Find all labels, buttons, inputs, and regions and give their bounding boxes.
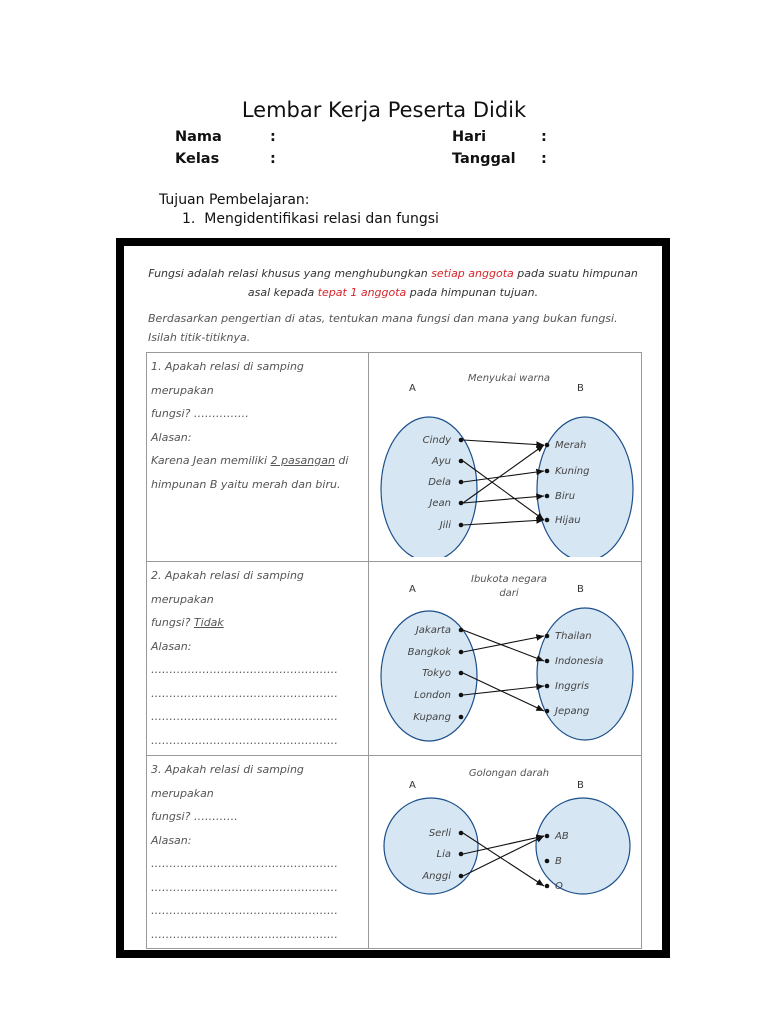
set-b-dot [545,518,550,523]
hari-colon: : [541,129,547,145]
set-b-dot [545,443,550,448]
mapping-arrow [463,636,544,652]
reason-label [151,829,364,853]
diagram-cell [369,562,642,756]
set-a-item: Jakarta [415,625,451,636]
worksheet [124,246,662,950]
fungsi-label: fungsi? [151,616,194,629]
kelas-colon: : [270,151,276,167]
reason-text: Karena Jean memiliki [151,454,271,467]
set-b-item: O [555,881,563,892]
set-a-item: Lia [436,849,451,860]
question-text [151,564,364,611]
set-a-dot [459,459,464,464]
set-a-dot [459,693,464,698]
tanggal-label: Tanggal [452,151,516,167]
set-b-item: AB [555,831,569,842]
set-a-dot [459,650,464,655]
set-b-ellipse [537,608,633,740]
reason-text: …………………………………………… [151,710,338,723]
hari-label: Hari [452,129,487,145]
reason-label-text: Alasan: [151,639,192,653]
set-b-ellipse [537,417,633,557]
question-text [151,355,364,402]
definition-part: pada suatu himpunan [513,267,638,280]
answer-value: ………… [193,810,238,823]
reason-underlined: 2 pasangan [270,454,335,467]
set-a-dot [459,874,464,879]
reason-line [151,923,364,947]
reason-line [151,473,364,497]
set-a-item: Serli [428,828,451,839]
set-b-dot [545,859,550,864]
mapping-arrow [463,440,544,445]
answer-value: Tidak [193,616,224,629]
set-b-item: Indonesia [555,656,604,667]
definition-text [124,264,662,302]
reason-line [151,852,364,876]
question-text-span: 3. Apakah relasi di samping merupakan [151,763,304,800]
set-b-ellipse [536,798,630,894]
relation-label: Ibukota negara [471,574,547,585]
set-a-item: Dela [428,477,451,488]
reason-text: …………………………………………… [151,904,338,917]
reason-text: di [334,454,349,467]
set-a-item: Cindy [422,435,451,446]
set-a-item: Anggi [422,871,451,882]
tanggal-colon: : [541,151,547,167]
set-a-dot [459,671,464,676]
reason-label-text: Alasan: [151,833,192,847]
set-a-item: Jili [439,520,451,531]
question-cell [147,353,369,562]
reason-text: …………………………………………… [151,857,338,870]
set-a-item: Ayu [431,456,451,467]
reason-text: …………………………………………… [151,663,338,676]
reason-text: …………………………………………… [151,880,338,894]
set-a-dot [459,438,464,443]
set-a-dot [459,628,464,633]
mapping-arrow [463,520,544,525]
set-a-dot [459,480,464,485]
set-b-dot [545,834,550,839]
question-text-span: 2. Apakah relasi di samping merupakan [151,569,304,606]
set-b-item: Biru [555,491,576,502]
reason-text: …………………………………………… [151,686,338,700]
fungsi-label: fungsi? [151,810,194,823]
question-cell [147,756,369,949]
question-row [147,562,642,756]
set-b-dot [545,709,550,714]
set-a-dot [459,523,464,528]
set-b-dot [545,684,550,689]
set-a-label: A [409,383,416,394]
reason-line [151,876,364,900]
set-b-item: Hijau [555,515,581,526]
definition-part: pada himpunan tujuan. [406,286,539,299]
reason-text: himpunan B yaitu merah dan biru. [151,477,341,491]
set-b-item: Merah [555,440,587,451]
set-a-item: Tokyo [422,668,451,679]
answer-line [151,611,364,635]
relation-diagram [369,756,641,922]
set-a-item: Jean [429,498,451,509]
set-b-dot [545,659,550,664]
answer-line [151,805,364,829]
question-row [147,353,642,562]
set-b-item: Thailan [555,631,592,642]
definition-part: Fungsi adalah relasi khusus yang menghubungkan [148,267,432,280]
answer-value: …………… [193,407,249,420]
goal-item: 1. Mengidentifikasi relasi dan fungsi [182,211,439,227]
set-a-item: London [414,690,451,701]
relation-label: Menyukai warna [467,373,551,384]
nama-label: Nama [175,129,222,145]
set-a-dot [459,715,464,720]
set-a-dot [459,501,464,506]
set-b-label: B [577,383,584,394]
reason-line [151,729,364,753]
set-b-label: B [577,780,584,791]
fungsi-label: fungsi? [151,407,194,420]
set-a-item: Bangkok [407,647,451,658]
relation-diagram [369,353,641,557]
relation-diagram [369,562,641,751]
question-cell [147,562,369,756]
answer-line [151,402,364,426]
set-b-item: Jepang [555,706,590,717]
definition-part: asal kepada [247,286,318,299]
question-table [146,352,642,949]
nama-colon: : [270,129,276,145]
set-a-dot [459,831,464,836]
diagram-cell [369,353,642,562]
definition-highlight: tepat 1 anggota [317,286,407,299]
set-b-item: Kuning [555,466,590,477]
reason-line [151,449,364,473]
reason-line [151,705,364,729]
question-text-span: 1. Apakah relasi di samping merupakan [151,360,304,397]
set-a-item: Kupang [413,712,451,723]
kelas-label: Kelas [175,151,220,167]
goals-heading: Tujuan Pembelajaran: [159,192,310,208]
page-title: Lembar Kerja Peserta Didik [241,98,527,122]
set-b-dot [545,884,550,889]
set-a-label: A [409,780,416,791]
set-b-item: B [555,856,562,867]
reason-label [151,635,364,659]
set-a-dot [459,852,464,857]
question-row [147,756,642,949]
reason-line [151,899,364,923]
definition-highlight: setiap anggota [431,267,514,280]
reason-text: …………………………………………… [151,733,338,747]
diagram-cell [369,756,642,949]
set-b-item: Inggris [555,681,590,692]
reason-text: …………………………………………… [151,927,338,941]
instruction-text: Berdasarkan pengertian di atas, tentukan mana fungsi dan mana yang bukan fungsi. Isilah titik-titiknya. [148,312,618,344]
reason-line [151,682,364,706]
set-b-dot [545,469,550,474]
relation-label: dari [499,588,519,599]
reason-label [151,426,364,450]
set-b-dot [545,634,550,639]
relation-label: Golongan darah [468,768,550,779]
question-text [151,758,364,805]
set-b-label: B [577,584,584,595]
reason-line [151,658,364,682]
set-b-dot [545,494,550,499]
set-a-label: A [409,584,416,595]
reason-label-text: Alasan: [151,430,192,444]
